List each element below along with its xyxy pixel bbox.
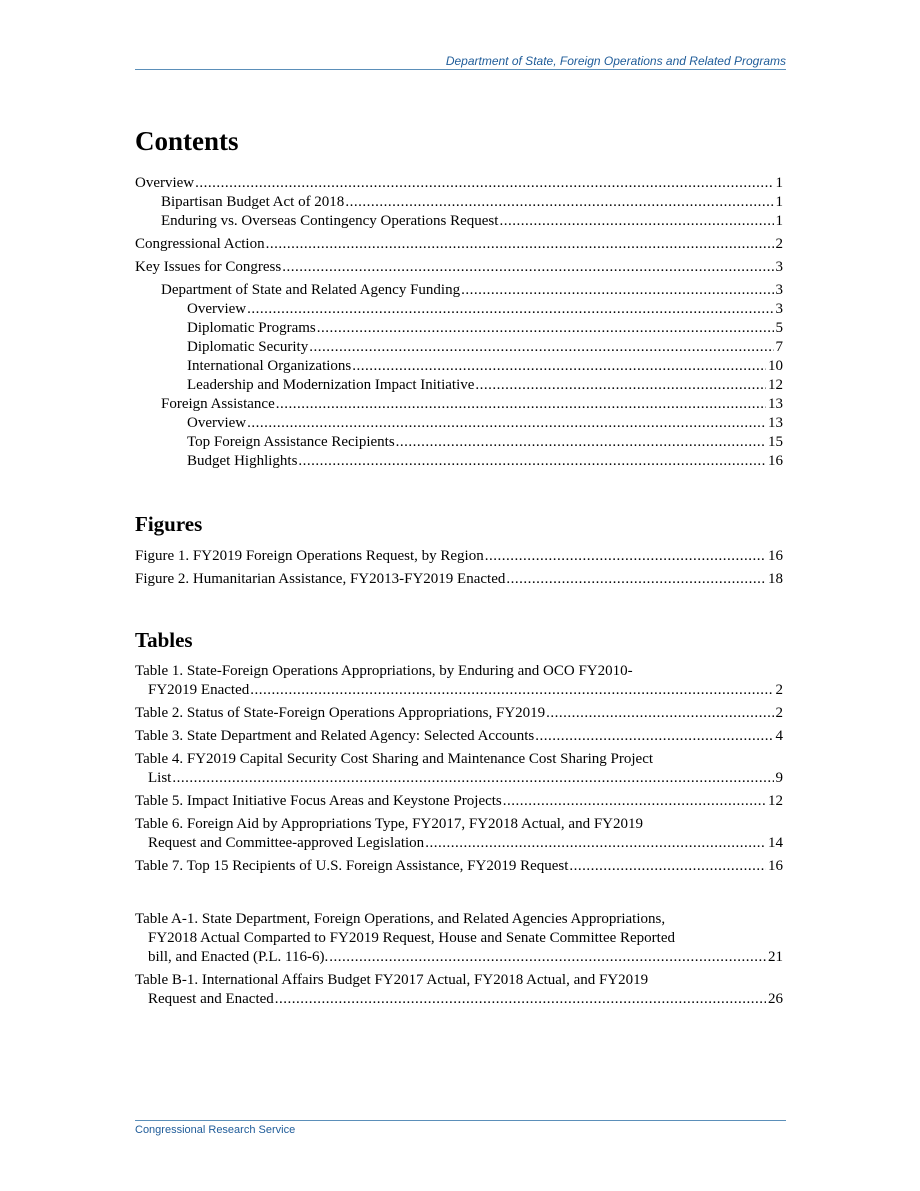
footer-org: Congressional Research Service — [135, 1120, 786, 1136]
toc-entry[interactable]: Budget Highlights ..... 16 — [135, 452, 783, 471]
toc-entry[interactable]: Overview ..... 13 — [135, 414, 783, 433]
contents-list — [135, 174, 783, 471]
toc-entry[interactable]: Department of State and Related Agency Funding ..... 3 — [135, 281, 783, 300]
tables-heading: Tables — [135, 628, 193, 652]
figures-list — [135, 547, 783, 589]
table-entry[interactable]: Table 2. Status of State-Foreign Operations Appropriations, FY2019 ..... 2 — [135, 704, 783, 723]
table-entry[interactable]: Table A-1. State Department, Foreign Operations, and Related Agencies Appropriations, FY2018 Actual Comparted to FY2019 Request, House and Senate Committee Reported bill, and Enacted (P.L. 116-6). ..... 21 — [135, 910, 783, 967]
running-header: Department of State, Foreign Operations and Related Programs — [135, 54, 786, 70]
toc-entry[interactable]: Overview ..... 1 — [135, 174, 783, 193]
tables-list — [135, 662, 783, 880]
toc-entry[interactable]: Leadership and Modernization Impact Initiative ..... 12 — [135, 376, 783, 395]
toc-entry[interactable]: Diplomatic Programs ..... 5 — [135, 319, 783, 338]
table-entry[interactable]: Table 1. State-Foreign Operations Appropriations, by Enduring and OCO FY2010- FY2019 Enacted ..... 2 — [135, 662, 783, 700]
toc-entry[interactable]: Diplomatic Security ..... 7 — [135, 338, 783, 357]
figure-entry[interactable]: Figure 1. FY2019 Foreign Operations Request, by Region ..... 16 — [135, 547, 783, 566]
toc-entry[interactable]: Key Issues for Congress ..... 3 — [135, 258, 783, 277]
toc-entry[interactable]: Bipartisan Budget Act of 2018 ..... 1 — [135, 193, 783, 212]
appendix-tables-list — [135, 910, 783, 1013]
table-entry[interactable]: Table 3. State Department and Related Agency: Selected Accounts ..... 4 — [135, 727, 783, 746]
table-entry[interactable]: Table B-1. International Affairs Budget FY2017 Actual, FY2018 Actual, and FY2019 Request and Enacted ..... 26 — [135, 971, 783, 1009]
contents-heading: Contents — [135, 126, 239, 156]
table-entry[interactable]: Table 5. Impact Initiative Focus Areas and Keystone Projects ..... 12 — [135, 792, 783, 811]
table-entry[interactable]: Table 4. FY2019 Capital Security Cost Sharing and Maintenance Cost Sharing Project List ..... 9 — [135, 750, 783, 788]
toc-entry[interactable]: Top Foreign Assistance Recipients ..... 15 — [135, 433, 783, 452]
toc-entry[interactable]: International Organizations ..... 10 — [135, 357, 783, 376]
toc-entry[interactable]: Overview ..... 3 — [135, 300, 783, 319]
toc-entry[interactable]: Enduring vs. Overseas Contingency Operations Request ..... 1 — [135, 212, 783, 231]
toc-entry[interactable]: Congressional Action ..... 2 — [135, 235, 783, 254]
toc-entry[interactable]: Foreign Assistance ..... 13 — [135, 395, 783, 414]
table-entry[interactable]: Table 6. Foreign Aid by Appropriations Type, FY2017, FY2018 Actual, and FY2019 Request and Committee-approved Legislation ..... 14 — [135, 815, 783, 853]
figure-entry[interactable]: Figure 2. Humanitarian Assistance, FY2013-FY2019 Enacted ..... 18 — [135, 570, 783, 589]
table-entry[interactable]: Table 7. Top 15 Recipients of U.S. Foreign Assistance, FY2019 Request ..... 16 — [135, 857, 783, 876]
figures-heading: Figures — [135, 512, 203, 536]
